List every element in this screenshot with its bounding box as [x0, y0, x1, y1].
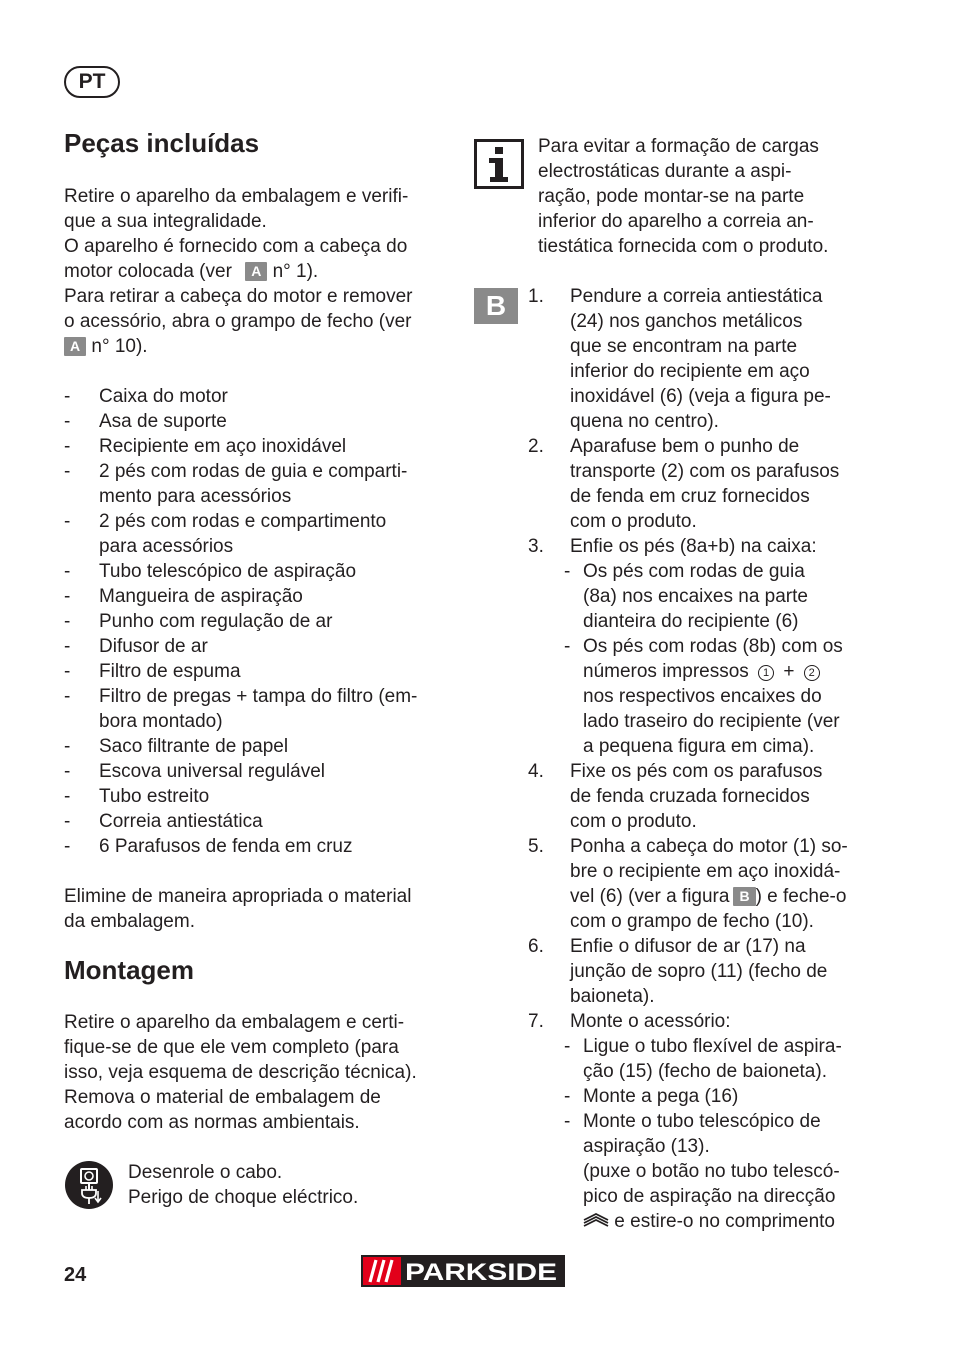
- unplug-warning-icon: [64, 1160, 114, 1210]
- page-number: 24: [64, 1264, 87, 1286]
- list-item: - Correia antiestática: [64, 811, 263, 832]
- circled-number-2: 2: [804, 665, 820, 681]
- step-1: 1. Pendure a correia antiestática (24) nos ganchos metálicos que se encontram na parte inferior do recipiente em aço inoxidável (6) (veja a figura pe- quena no centro).: [528, 286, 831, 432]
- disposal-paragraph: Elimine de maneira apropriada o material da embalagem.: [64, 886, 412, 932]
- figure-ref-a: A: [64, 337, 86, 356]
- sub-item: - Ligue o tubo flexível de aspira- ção (15) (fecho de baioneta).: [564, 1036, 842, 1082]
- assembly-paragraph: Retire o aparelho da embalagem e certi- fique-se de que ele vem completo (para isso, veja esquema de descrição técnica). Remova o material de embalagem de acordo com as normas ambientais.: [64, 1012, 417, 1133]
- step-3: 3. Enfie os pés (8a+b) na caixa: - Os pés com rodas de guia (8a) nos encaixes na parte dianteira do recipiente (6) - Os pés com rodas (8b) com os números impressos 1 + 2 nos respectivos encaixes do lado traseiro do recipiente (ver a pequena figura em cima).: [528, 534, 868, 759]
- list-item: - Mangueira de aspiração: [64, 586, 303, 607]
- figure-ref-b: B: [733, 887, 755, 906]
- list-item: - Recipiente em aço inoxidável: [64, 436, 347, 457]
- figure-ref-a: A: [245, 262, 267, 281]
- language-badge: PT: [64, 66, 120, 98]
- step-7: 7. Monte o acessório: - Ligue o tubo flexível de aspira- ção (15) (fecho de baioneta). - Monte a pega (16) - Monte o tubo telescópico de aspiração (13). (puxe o botão no tubo telescó- pico de aspiração na direcção e estire-o no comprimento: [528, 1009, 868, 1234]
- intro-paragraph: Retire o aparelho da embalagem e verifi- que a sua integralidade. O aparelho é fornecido com a cabeça do motor colocada (ver A n° 1). Para retirar a cabeça do motor e remover o acessório, abra o grampo de fecho (ver A n° 10).: [64, 186, 413, 357]
- list-item: - 2 pés com rodas e compartimento para acessórios: [64, 511, 387, 557]
- step-6: 6. Enfie o difusor de ar (17) na junção de sopro (11) (fecho de baioneta).: [528, 936, 828, 1007]
- info-note: Para evitar a formação de cargas electrostáticas durante a aspi- ração, pode montar-se na parte inferior do aparelho a correia an- tiestática fornecida com o produto.: [538, 136, 829, 257]
- section-badge-b: B: [474, 288, 518, 324]
- list-item: - Punho com regulação de ar: [64, 611, 333, 632]
- step-4: 4. Fixe os pés com os parafusos de fenda cruzada fornecidos com o produto.: [528, 761, 823, 832]
- sub-item: - Monte a pega (16): [564, 1086, 739, 1107]
- sub-item: - Os pés com rodas de guia (8a) nos encaixes na parte dianteira do recipiente (6): [564, 561, 808, 632]
- circled-number-1: 1: [758, 665, 774, 681]
- list-item: - Asa de suporte: [64, 411, 227, 432]
- unplug-warning-text: Desenrole o cabo. Perigo de choque eléctrico.: [128, 1162, 359, 1208]
- list-item: - Filtro de pregas + tampa do filtro (em- bora montado): [64, 686, 418, 732]
- included-parts-list: [64, 384, 454, 859]
- brand-name: PARKSIDE: [405, 1259, 557, 1286]
- sub-item: - Os pés com rodas (8b) com os números impressos 1 + 2 nos respectivos encaixes do lado traseiro do recipiente (ver a pequena figura em cima).: [564, 636, 843, 757]
- step-2: 2. Aparafuse bem o punho de transporte (2) com os parafusos de fenda em cruz fornecidos com o produto.: [528, 436, 840, 532]
- parkside-logo: [360, 1254, 566, 1288]
- list-item: - Tubo telescópico de aspiração: [64, 561, 357, 582]
- info-icon: [474, 139, 524, 189]
- step-5: 5. Ponha a cabeça do motor (1) so- bre o recipiente em aço inoxidá- vel (6) (ver a figura B ) e feche-o com o grampo de fecho (10).: [528, 836, 848, 932]
- sub-item: - Monte o tubo telescópico de aspiração (13). (puxe o botão no tubo telescó- pico de aspiração na direcção e estire-o no comprimento: [564, 1111, 840, 1232]
- list-item: - Difusor de ar: [64, 636, 208, 657]
- heading-included-parts: Peças incluídas: [64, 128, 260, 158]
- list-item: - Filtro de espuma: [64, 661, 241, 682]
- chevron-up-arrows-icon: [583, 1212, 609, 1228]
- list-item: - 2 pés com rodas de guia e comparti- mento para acessórios: [64, 461, 408, 507]
- list-item: - Caixa do motor: [64, 386, 228, 407]
- list-item: - 6 Parafusos de fenda em cruz: [64, 836, 353, 857]
- heading-assembly: Montagem: [64, 955, 194, 985]
- list-item: - Saco filtrante de papel: [64, 736, 289, 757]
- list-item: - Tubo estreito: [64, 786, 210, 807]
- list-item: - Escova universal regulável: [64, 761, 326, 782]
- assembly-steps-list: [528, 284, 868, 1234]
